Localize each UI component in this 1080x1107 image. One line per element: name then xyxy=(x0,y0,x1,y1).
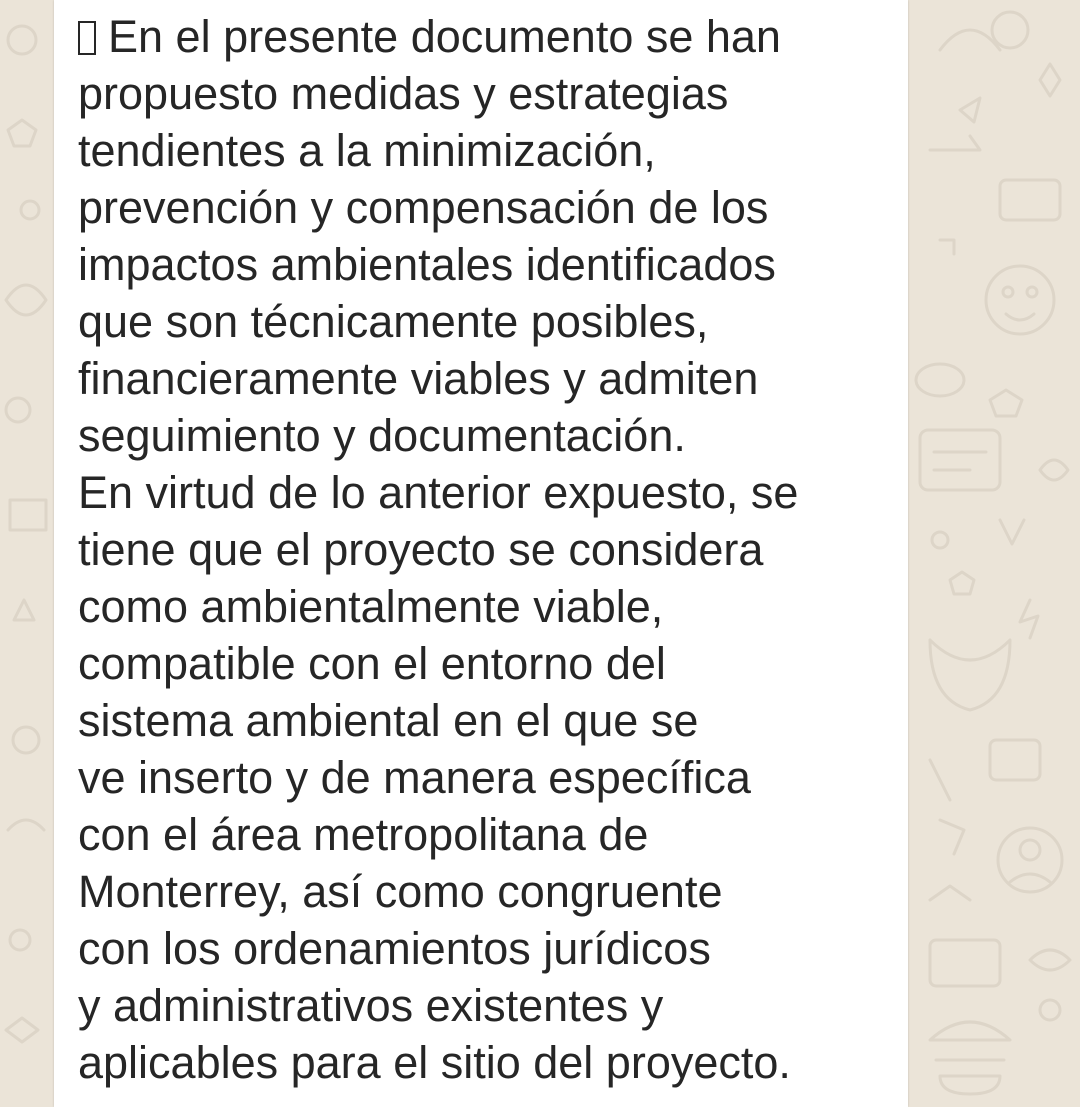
missing-glyph-box-icon xyxy=(78,21,96,55)
message-body: En el presente documento se han propuesto medidas y estrategias tendientes a la minimización, prevención y compensación de los impactos ambientales identificados que son técnicamente posibles, financieramente viables y admiten seguimiento y documentación. En virtud de lo anterior expuesto, se tiene que el proyecto se considera como ambientalmente viable, compatible con el entorno del sistema ambiental en el que se ve inserto y de manera específica con el área metropolitana de Monterrey, así como congruente con los ordenamientos jurídicos y administrativos existentes y aplicables para el sitio del proyecto. xyxy=(78,11,799,1088)
message-bubble[interactable] xyxy=(54,0,908,1107)
message-text xyxy=(78,8,908,1091)
